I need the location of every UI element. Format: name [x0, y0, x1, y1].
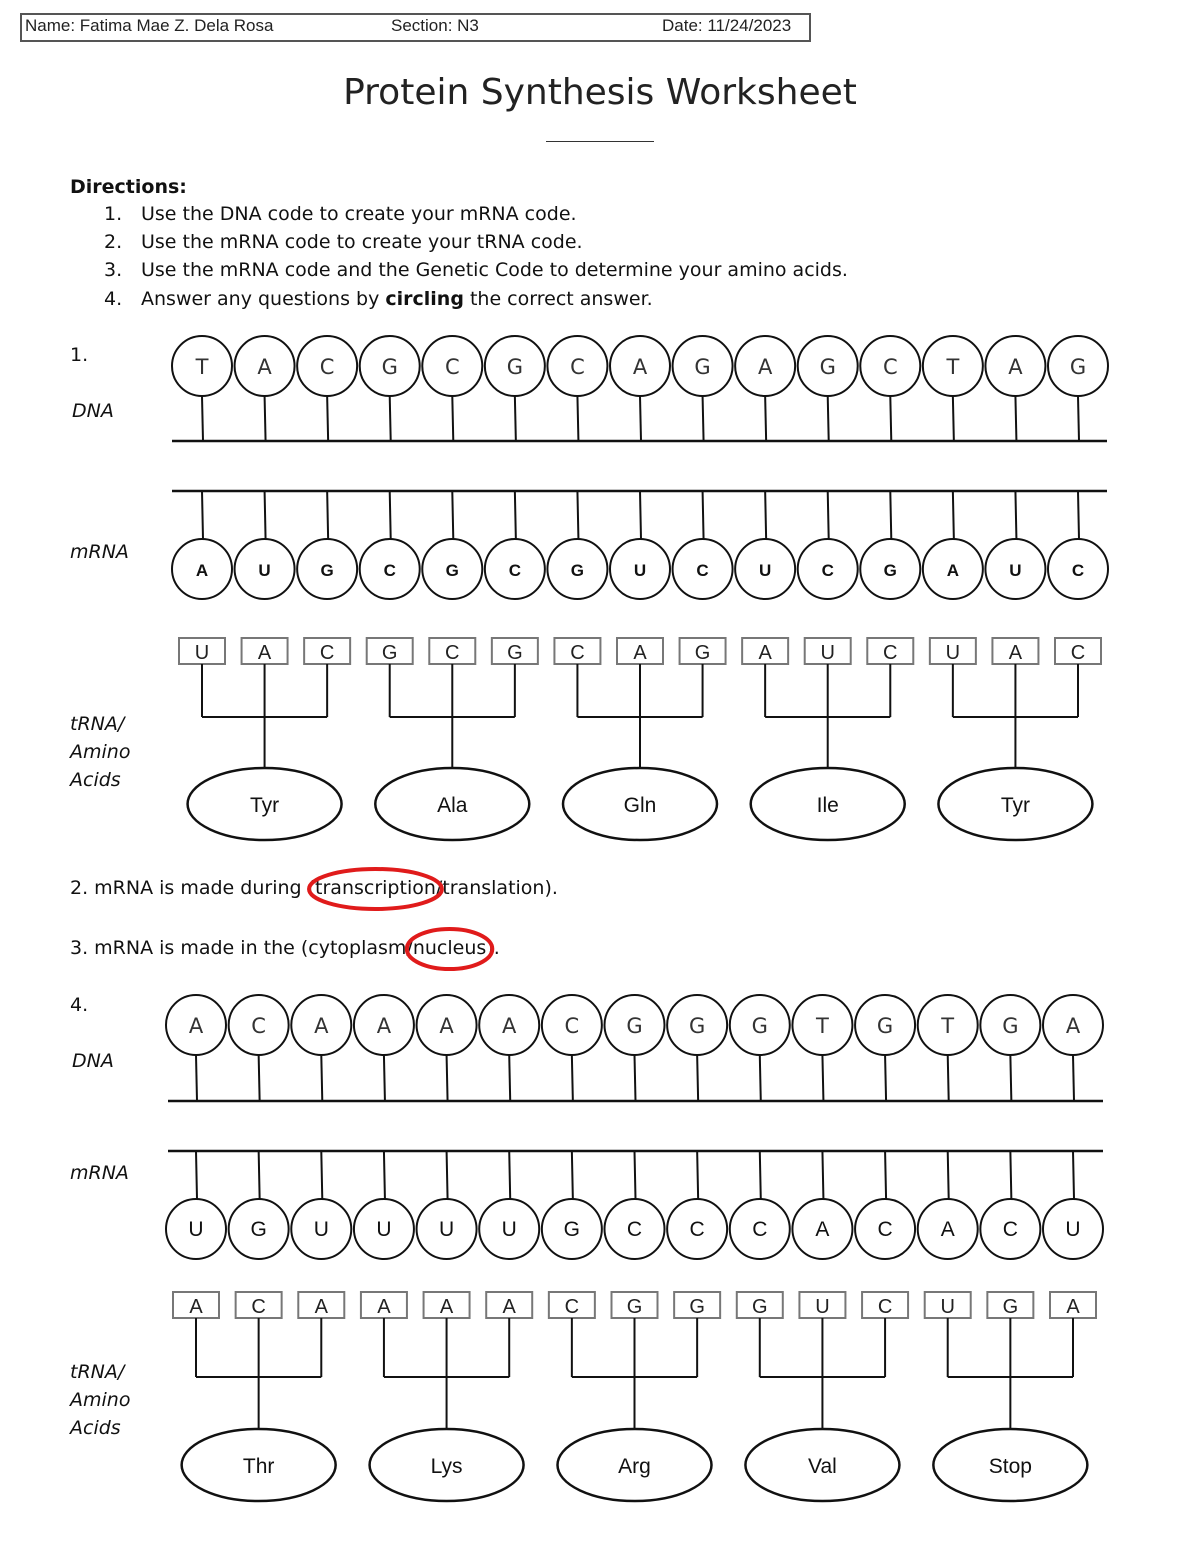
amino-acid-label: Lys: [430, 1455, 463, 1478]
mrna-stem: [572, 1151, 573, 1199]
mrna-stem: [1015, 491, 1016, 539]
dna-stem: [948, 1055, 949, 1101]
mrna-base-letter: C: [821, 561, 834, 580]
mrna-base-letter: C: [383, 561, 396, 580]
mrna-stem: [577, 491, 578, 539]
mrna-stem: [885, 1151, 886, 1199]
dna-stem: [1010, 1055, 1011, 1101]
mrna-base-letter: C: [508, 561, 521, 580]
direction-item: 3. Use the mRNA code and the Genetic Code to determine your amino acids.: [104, 259, 848, 281]
dna-stem: [828, 396, 829, 441]
trna-base-letter: A: [502, 1296, 516, 1318]
answer-circle: [309, 869, 442, 909]
dna-base-letter: A: [314, 1014, 329, 1038]
dna-base-letter: C: [319, 355, 335, 379]
trna-base-letter: A: [1008, 642, 1023, 664]
direction-item: 2. Use the mRNA code to create your tRNA code.: [104, 231, 583, 253]
mrna-stem: [828, 491, 829, 539]
mrna-stem: [697, 1151, 698, 1199]
dna-base-letter: T: [816, 1014, 829, 1038]
dna-stem: [384, 1055, 385, 1101]
dna-base-letter: C: [570, 355, 585, 379]
mrna-base-letter: G: [570, 561, 585, 580]
dna-stem: [765, 396, 766, 441]
trna-base-letter: C: [1070, 642, 1086, 664]
option-nucleus: nucleus: [412, 937, 487, 959]
dna-stem: [1015, 396, 1016, 441]
question-2: 2. mRNA is made during (transcription/translation).: [70, 877, 558, 899]
mrna-stem: [509, 1151, 510, 1199]
dna-base-letter: G: [381, 355, 398, 379]
dna-base-letter: G: [1069, 355, 1087, 379]
dna-stem: [760, 1055, 761, 1101]
mrna-base-letter: A: [940, 1218, 955, 1241]
dna-stem: [452, 396, 453, 441]
dna-stem: [259, 1055, 260, 1101]
trna-base-letter: G: [507, 642, 523, 664]
trna-base-letter: U: [940, 1296, 955, 1318]
dna-base-letter: A: [632, 355, 648, 379]
dna-base-letter: G: [751, 1014, 768, 1038]
mrna-base-letter: U: [313, 1218, 329, 1241]
dna-base-letter: G: [1002, 1014, 1019, 1038]
mrna-stem: [640, 491, 641, 539]
dna-stem: [822, 1055, 823, 1101]
mrna-label: mRNA: [70, 541, 129, 563]
mrna-stem: [1073, 1151, 1074, 1199]
trna-base-letter: A: [633, 642, 647, 664]
trna-base-letter: C: [251, 1296, 266, 1318]
dna-base-letter: A: [257, 355, 272, 379]
section-field: Section: N3: [391, 16, 479, 35]
mrna-base-letter: U: [759, 561, 772, 580]
mrna-stem: [760, 1151, 761, 1199]
mrna-base-letter: U: [633, 561, 647, 580]
mrna-base-letter: G: [445, 561, 459, 580]
dna-base-letter: A: [757, 355, 773, 379]
trna-base-letter: U: [815, 1296, 830, 1318]
amino-acid-label: Ile: [816, 794, 839, 817]
dna-base-letter: G: [876, 1014, 894, 1038]
trna-base-letter: G: [626, 1296, 643, 1318]
page-title: Protein Synthesis Worksheet: [343, 72, 857, 113]
mrna-base-letter: A: [946, 561, 959, 580]
dna-stem: [697, 1055, 698, 1101]
mrna-stem: [765, 491, 766, 539]
trna-amino-label: tRNA/ Amino Acids: [70, 713, 131, 791]
amino-acid-label: Thr: [242, 1455, 275, 1478]
mrna-stem: [822, 1151, 823, 1199]
direction-item: 4. Answer any questions by circling the correct answer.: [104, 288, 653, 310]
trna-amino-label: tRNA/ Amino Acids: [70, 1361, 131, 1439]
option-transcription: transcription: [315, 877, 436, 899]
mrna-base-letter: C: [752, 1218, 768, 1241]
trna-base-letter: C: [877, 1296, 893, 1318]
dna-stem: [321, 1055, 322, 1101]
dna-stem: [640, 396, 641, 441]
mrna-base-letter: C: [877, 1218, 893, 1241]
dna-stem: [515, 396, 516, 441]
dna-stem: [635, 1055, 636, 1101]
dna-stem: [953, 396, 954, 441]
mrna-base-letter: G: [250, 1218, 267, 1241]
problem-4-number: 4.: [70, 994, 89, 1016]
trna-base-letter: C: [445, 642, 460, 664]
mrna-stem: [390, 491, 391, 539]
trna-base-letter: U: [194, 642, 210, 664]
dna-stem: [1073, 1055, 1074, 1101]
mrna-base-letter: A: [195, 561, 209, 580]
mrna-base-letter: G: [563, 1218, 581, 1241]
mrna-stem: [265, 491, 266, 539]
mrna-stem: [196, 1151, 197, 1199]
mrna-stem: [327, 491, 328, 539]
mrna-stem: [703, 491, 704, 539]
mrna-base-letter: U: [188, 1218, 204, 1241]
dna-stem: [196, 1055, 197, 1101]
dna-base-letter: G: [819, 355, 836, 379]
dna-stem: [890, 396, 891, 441]
dna-stem: [390, 396, 391, 441]
dna-stem: [265, 396, 266, 441]
mrna-stem: [447, 1151, 448, 1199]
dna-base-letter: A: [1065, 1014, 1081, 1038]
mrna-base-letter: U: [438, 1218, 455, 1241]
trna-base-letter: C: [564, 1296, 580, 1318]
mrna-stem: [948, 1151, 949, 1199]
trna-base-letter: C: [570, 642, 585, 664]
dna-label: DNA: [72, 400, 114, 422]
mrna-base-letter: U: [1065, 1218, 1081, 1241]
dna-base-letter: G: [689, 1014, 706, 1038]
mrna-stem: [259, 1151, 260, 1199]
dna-stem: [447, 1055, 448, 1101]
mrna-base-letter: U: [501, 1218, 517, 1241]
dna-base-letter: G: [694, 355, 711, 379]
trna-base-letter: A: [1066, 1296, 1080, 1318]
trna-base-letter: C: [319, 642, 335, 664]
amino-acid-label: Arg: [618, 1455, 651, 1478]
trna-base-letter: A: [314, 1296, 328, 1318]
dna-base-letter: G: [626, 1014, 643, 1038]
mrna-base-letter: G: [883, 561, 897, 580]
trna-base-letter: C: [883, 642, 898, 664]
mrna-label: mRNA: [70, 1162, 129, 1184]
trna-base-letter: A: [257, 642, 272, 664]
direction-item: 1. Use the DNA code to create your mRNA code.: [104, 203, 577, 225]
mrna-base-letter: U: [1009, 561, 1022, 580]
mrna-stem: [1010, 1151, 1011, 1199]
mrna-stem: [1078, 491, 1079, 539]
option-translation: translation: [442, 877, 545, 899]
mrna-stem: [452, 491, 453, 539]
option-cytoplasm: cytoplasm: [308, 937, 407, 959]
amino-acid-label: Gln: [623, 794, 657, 817]
dna-base-letter: C: [882, 355, 898, 379]
dna-stem: [572, 1055, 573, 1101]
mrna-stem: [890, 491, 891, 539]
mrna-stem: [953, 491, 954, 539]
dna-stem: [703, 396, 704, 441]
dna-stem: [202, 396, 203, 441]
dna-base-letter: T: [195, 355, 209, 379]
mrna-stem: [384, 1151, 385, 1199]
problem-1-number: 1.: [70, 344, 89, 366]
mrna-base-letter: U: [376, 1218, 392, 1241]
amino-acid-label: Val: [808, 1455, 837, 1478]
dna-label: DNA: [72, 1050, 114, 1072]
mrna-stem: [321, 1151, 322, 1199]
mrna-stem: [515, 491, 516, 539]
student-name: Name: Fatima Mae Z. Dela Rosa: [25, 16, 274, 35]
dna-stem: [577, 396, 578, 441]
dna-base-letter: A: [502, 1014, 517, 1038]
mrna-base-letter: C: [626, 1218, 643, 1241]
trna-base-letter: A: [758, 642, 772, 664]
amino-acid-label: Tyr: [249, 794, 280, 817]
directions-heading: Directions:: [70, 176, 187, 198]
dna-base-letter: A: [188, 1014, 204, 1038]
mrna-base-letter: U: [258, 561, 271, 580]
dna-stem: [327, 396, 328, 441]
mrna-base-letter: C: [1002, 1218, 1018, 1241]
dna-stem: [509, 1055, 510, 1101]
trna-base-letter: G: [381, 642, 398, 664]
trna-base-letter: A: [439, 1296, 454, 1318]
dna-base-letter: C: [444, 355, 460, 379]
question-3: 3. mRNA is made in the (cytoplasm/nucleus).: [70, 937, 500, 959]
dna-base-letter: T: [946, 355, 960, 379]
mrna-base-letter: G: [320, 561, 334, 580]
trna-base-letter: U: [820, 642, 835, 664]
trna-base-letter: U: [945, 642, 961, 664]
mrna-base-letter: C: [696, 561, 709, 580]
trna-base-letter: G: [752, 1296, 768, 1318]
answer-circle: [407, 929, 492, 969]
dna-base-letter: T: [941, 1014, 955, 1038]
trna-base-letter: G: [1002, 1296, 1019, 1318]
dna-base-letter: A: [439, 1014, 454, 1038]
mrna-base-letter: C: [1071, 561, 1085, 580]
trna-base-letter: A: [189, 1296, 203, 1318]
dna-stem: [1078, 396, 1079, 441]
trna-base-letter: G: [689, 1296, 705, 1318]
amino-acid-label: Ala: [437, 794, 468, 817]
dna-base-letter: G: [506, 355, 523, 379]
mrna-base-letter: A: [815, 1218, 830, 1241]
mrna-stem: [202, 491, 203, 539]
amino-acid-label: Tyr: [1000, 794, 1031, 817]
dna-base-letter: C: [564, 1014, 580, 1038]
dna-base-letter: C: [251, 1014, 266, 1038]
dna-stem: [885, 1055, 886, 1101]
dna-base-letter: A: [1008, 355, 1023, 379]
dna-base-letter: A: [376, 1014, 392, 1038]
amino-acid-label: Stop: [988, 1455, 1032, 1478]
date-field: Date: 11/24/2023: [662, 16, 792, 35]
mrna-stem: [635, 1151, 636, 1199]
mrna-base-letter: C: [689, 1218, 705, 1241]
trna-base-letter: G: [694, 642, 711, 664]
trna-base-letter: A: [377, 1296, 391, 1318]
